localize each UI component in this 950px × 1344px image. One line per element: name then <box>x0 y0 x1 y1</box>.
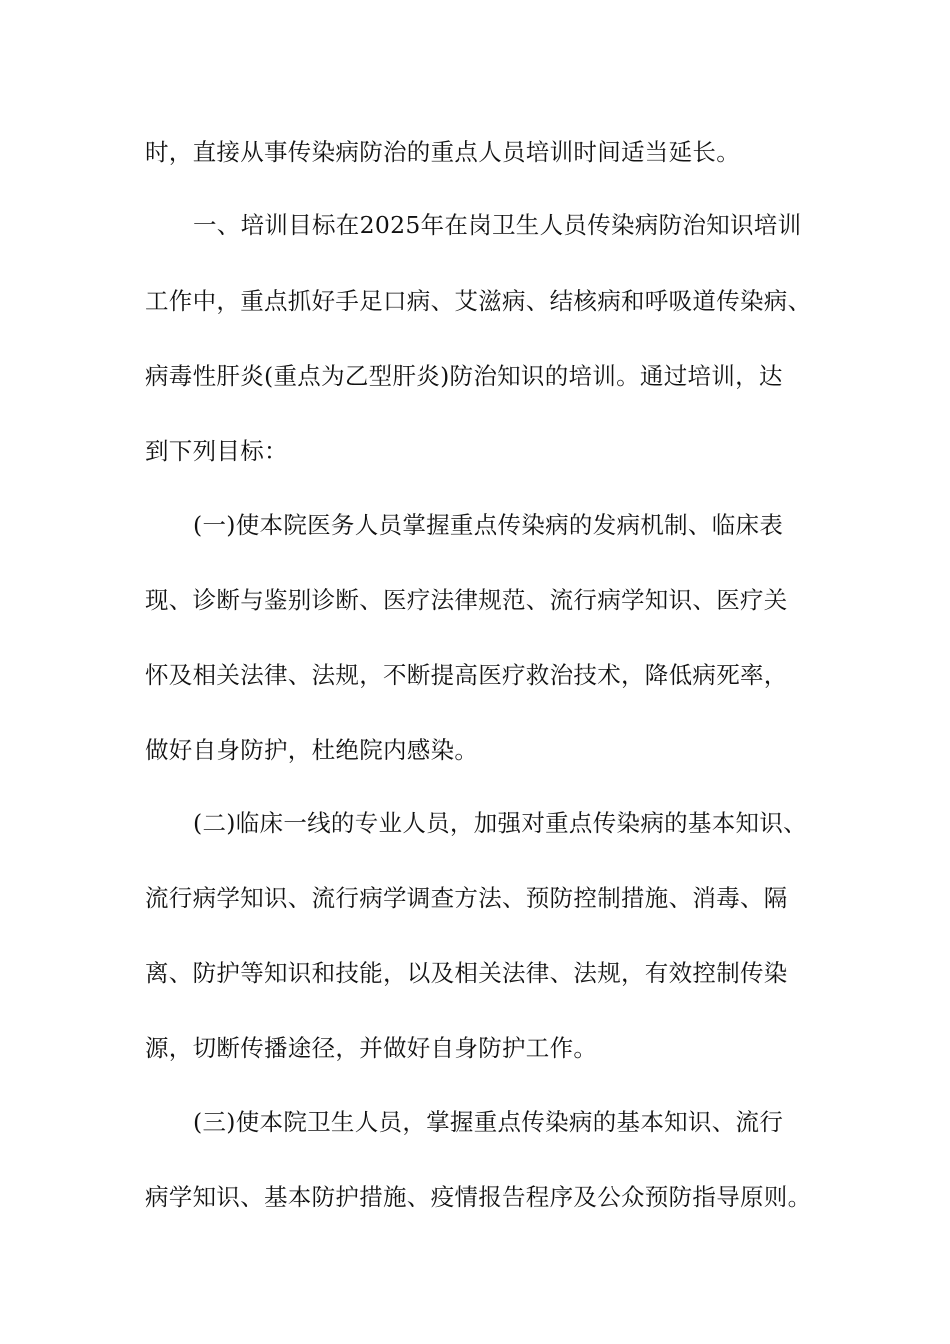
text-line-5: 到下列目标： <box>145 437 288 465</box>
text-line-1: 时，直接从事传染病防治的重点人员培训时间适当延长。 <box>145 138 740 166</box>
text-line-2: 一、培训目标在2025年在岗卫生人员传染病防治知识培训 <box>193 211 802 239</box>
text-line-7: 现、诊断与鉴别诊断、医疗法律规范、流行病学知识、医疗关 <box>145 586 788 614</box>
text-line-3: 工作中，重点抓好手足口病、艾滋病、结核病和呼吸道传染病、 <box>145 287 812 315</box>
text-line-12: 离、防护等知识和技能，以及相关法律、法规，有效控制传染 <box>145 959 788 987</box>
text-line-11: 流行病学知识、流行病学调查方法、预防控制措施、消毒、隔 <box>145 884 788 912</box>
text-line-14: (三)使本院卫生人员，掌握重点传染病的基本知识、流行 <box>193 1108 784 1136</box>
text-line-6: (一)使本院医务人员掌握重点传染病的发病机制、临床表 <box>193 511 784 539</box>
text-line-9: 做好自身防护，杜绝院内感染。 <box>145 736 479 764</box>
text-line-13: 源，切断传播途径，并做好自身防护工作。 <box>145 1034 598 1062</box>
text-line-10: (二)临床一线的专业人员，加强对重点传染病的基本知识、 <box>193 809 807 837</box>
text-line-4: 病毒性肝炎(重点为乙型肝炎)防治知识的培训。通过培训，达 <box>145 362 783 390</box>
text-line-8: 怀及相关法律、法规，不断提高医疗救治技术，降低病死率， <box>145 661 788 689</box>
text-line-15: 病学知识、基本防护措施、疫情报告程序及公众预防指导原则。 <box>145 1183 812 1211</box>
